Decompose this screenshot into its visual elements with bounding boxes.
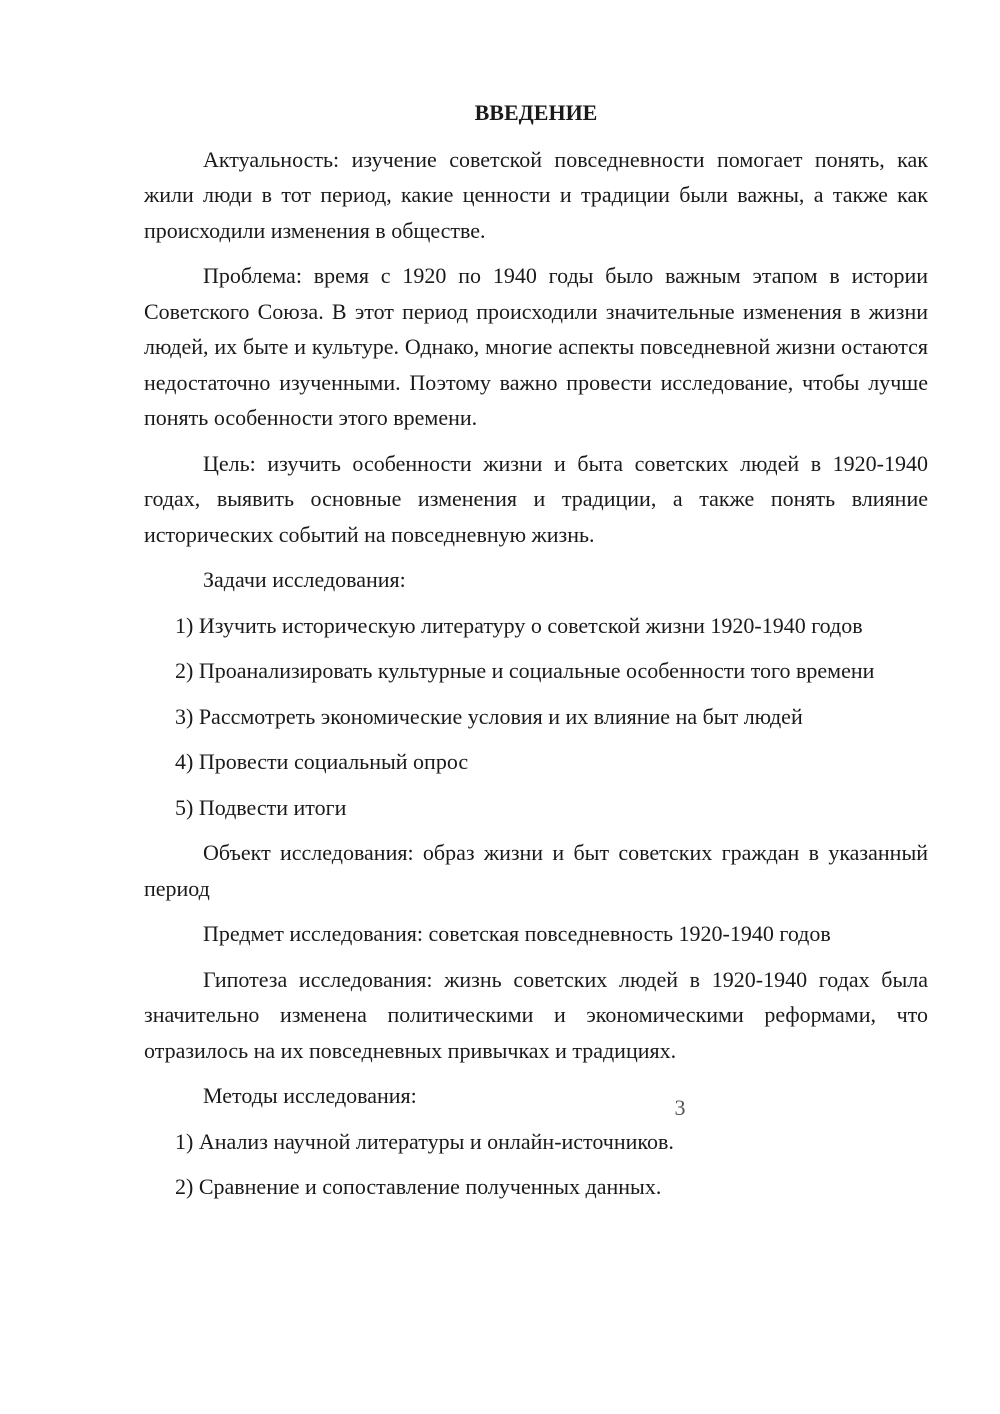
hypothesis-paragraph: Гипотеза исследования: жизнь советских людей в 1920-1940 годах была значительно изменена политическими и экономическими реформами, что отразилось на их повседневных привычках и традициях. (144, 966, 928, 1063)
method-item-1: 1) Анализ научной литературы и онлайн-источников. (175, 1128, 674, 1154)
tasks-heading: Задачи исследования: (203, 567, 406, 592)
section-title: ВВЕДЕНИЕ (474, 100, 598, 125)
object-paragraph: Объект исследования: образ жизни и быт советских граждан в указанный период (144, 840, 928, 901)
task-item-4: 4) Провести социальный опрос (175, 749, 469, 774)
problem-paragraph: Проблема: время с 1920 по 1940 годы было важным этапом в истории Советского Союза. В этот период происходили значительные изменения в жизни людей, их быте и культуре. Однако, многие аспекты повседневной жизни остаются недостаточно изученными. Поэтому важно провести исследование, чтобы лучше понять особенности этого времени. (144, 263, 928, 430)
methods-heading: Методы исследования: (203, 1083, 417, 1108)
task-item-5: 5) Подвести итоги (175, 794, 347, 820)
page-number: 3 (674, 1095, 686, 1120)
task-item-2: 2) Проанализировать культурные и социальные особенности того времени (175, 658, 875, 683)
subject-paragraph: Предмет исследования: советская повседневность 1920-1940 годов (203, 921, 831, 946)
task-item-1: 1) Изучить историческую литературу о советской жизни 1920-1940 годов (175, 612, 863, 638)
document-page (144, 95, 928, 1215)
method-item-2: 2) Сравнение и сопоставление полученных данных. (175, 1174, 662, 1199)
task-item-3: 3) Рассмотреть экономические условия и их влияние на быт людей (175, 703, 803, 729)
relevance-paragraph: Актуальность: изучение советской повседневности помогает понять, как жили люди в тот период, какие ценности и традиции были важны, а также как происходили изменения в обществе. (144, 146, 928, 243)
goal-paragraph: Цель: изучить особенности жизни и быта советских людей в 1920-1940 годах, выявить основные изменения и традиции, а также понять влияние исторических событий на повседневную жизнь. (144, 450, 928, 547)
